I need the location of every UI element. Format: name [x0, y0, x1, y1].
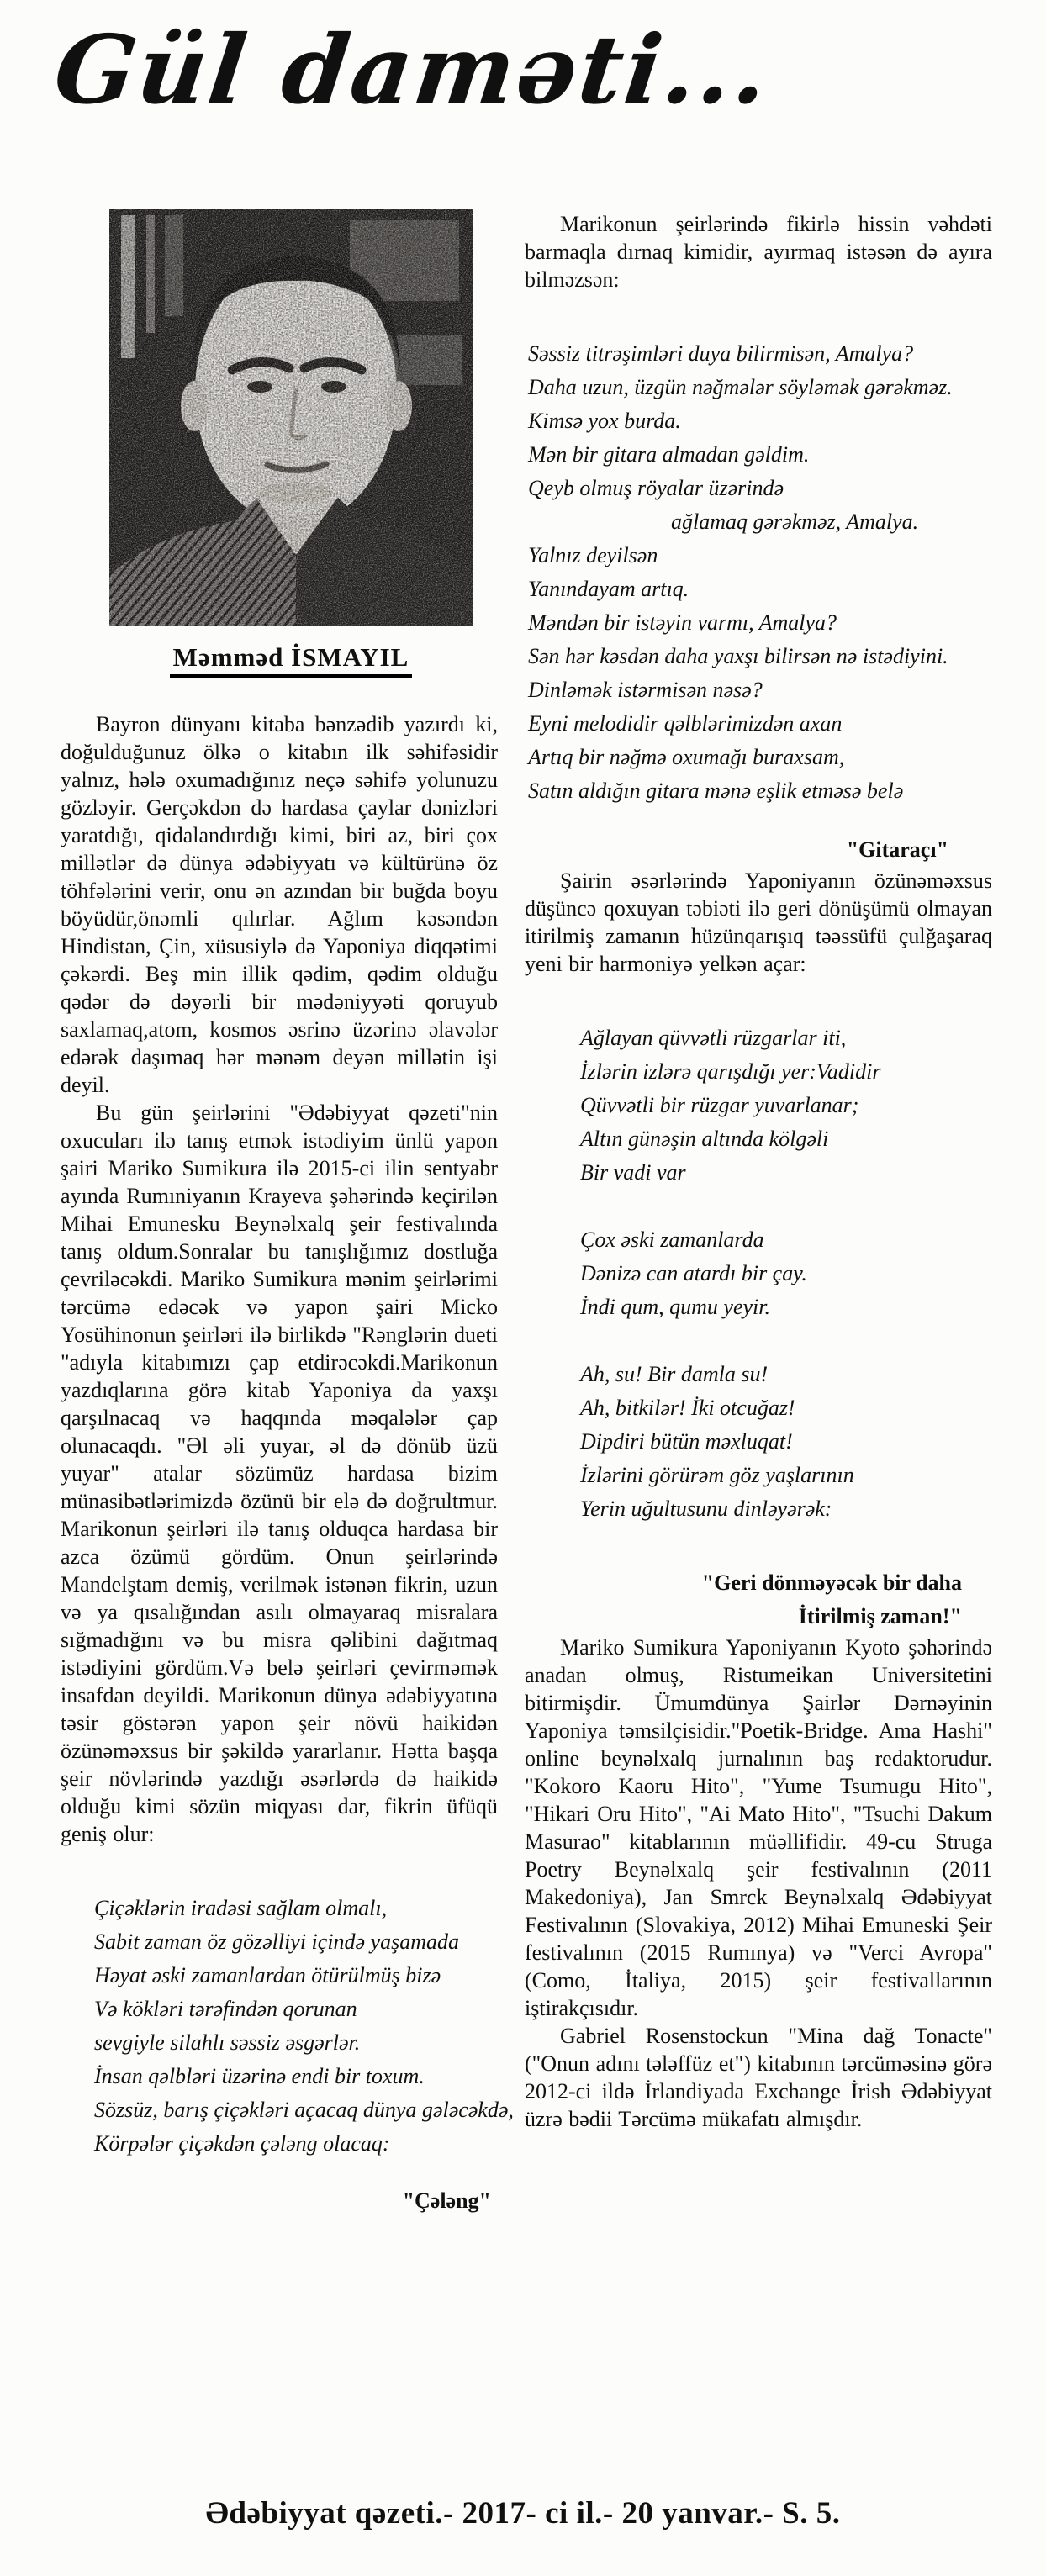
poem-line: Yanındayam artıq. [528, 577, 689, 601]
poem-attribution: "Çələng" [402, 2188, 491, 2213]
poem-stanza [580, 1358, 992, 1526]
poem-stanza [580, 1021, 992, 1190]
poem-line: İndi qum, qumu yeyir. [580, 1295, 771, 1319]
poem-attribution [525, 1566, 992, 1634]
poem-line: Satın aldığın gitara mənə eşlik etməsə belə [528, 779, 904, 803]
right-column [525, 210, 992, 2133]
poem-line: Sabit zaman öz gözəlliyi içində yaşamada [94, 1929, 460, 1954]
paragraph: Şairin əsərlərində Yaponiyanın özünəməxsus düşüncə qoxuyan təbiəti ilə geri dönüşümü olmayan itirilmiş zamanın hüzünqarışıq təəssüfü çulğaşaraq yeni bir harmoniyə yelkən açar: [525, 868, 992, 976]
poem-line: İzlərini görürəm göz yaşlarının [580, 1463, 854, 1487]
newspaper-footer-citation: Ədəbiyyat qəzeti.- 2017- ci il.- 20 yanvar.- S. 5. [205, 2496, 841, 2531]
poem-line: Ah, bitkilər! İki otcuğaz! [580, 1396, 795, 1420]
poem-line: Bir vadi var [580, 1160, 686, 1185]
poem-line: Altın günəşin altında kölgəli [580, 1127, 829, 1151]
poem-line: Və kökləri tərəfindən qorunan [94, 1997, 357, 2021]
poem-line: Sən hər kəsdən daha yaxşı bilirsən nə istədiyini. [528, 644, 948, 668]
poem-line: Qeyb olmuş röyalar üzərində [528, 476, 784, 500]
poem-line: Yerin uğultusunu dinləyərək: [580, 1497, 832, 1521]
poem-celeng [94, 1892, 514, 2161]
portrait-photo [109, 209, 473, 626]
poem-line: Məndən bir istəyin varmı, Amalya? [528, 610, 837, 635]
poem-stanza [580, 1223, 992, 1324]
poem-line: Eyni melodidir qəlblərimizdən axan [528, 711, 843, 736]
poem-line: sevgiyle silahlı səssiz əsgərlər. [94, 2030, 361, 2055]
poem-attribution-line: İtirilmiş zaman!" [798, 1604, 962, 1628]
poem-line: Dənizə can atardı bir çay. [580, 1261, 807, 1285]
left-column [61, 710, 514, 2218]
photo-caption [109, 642, 473, 673]
poem-line: Dinləmək istərmisən nəsə? [528, 678, 763, 702]
portrait-photo-image [109, 209, 473, 626]
poem-gitaraci [528, 337, 992, 808]
poem-line: Ağlayan qüvvətli rüzgarlar iti, [580, 1026, 847, 1050]
poem-line: Həyat əski zamanlardan ötürülmüş bizə [94, 1963, 441, 1987]
paragraph: Bu gün şeirlərini "Ədəbiyyat qəzeti"nin oxucuları ilə tanış etmək istədiyim ünlü yapon şairi Mariko Sumikura ilə 2015-ci ilin sentyabr ayında Rumıniyanın Krayeva şəhərində keçirilən Mihai Emunesku Beynəlxalq şeir festivalında tanış oldum.Sonralar bu tanışlığımız dostluğa çevriləcəkdi. Mariko Sumikura mənim şeirlərimi tərcümə edəcək və yapon şairi Micko Yosühinonun şeirləri ilə birlikdə "Rənglərin dueti "adıyla kitabımızı çap etdirəcəkdi.Marikonun yazdıqlarına görə kitab Yaponiya da yaxşı qarşılnacaq və haqqında məqalələr çap olunacaqdı. "Əl əli yuyar, əl də dönüb üzü yuyar" atalar sözümüz hardasa bizim münasibətlərimizdə özünü bir elə də doğrultmur. Marikonun şeirləri ilə tanış olduqca hardasa bir azca özümü gördüm. Onun şeirlərində Mandelştam demiş, verilmək istənən fikrin, uzun və ya qısalığından asılı olmayaraq misralara sığmadığını və bu misra qəlibini dağıtmaq istədiyini gördüm.Və belə şeirləri çevirməmək insafdan deyildi. Marikonun dünya ədəbiyyatına təsir göstərən yapon şeir növü haikidən özünəməxsus bir şəkildə yararlanır. Hətta başqa şeir növlərində yazdığı əsərlərdə də haikidə olduğu kimi sözün miqyası dar, fikrin üfüqü geniş olur: [61, 1101, 498, 1846]
page-title: Gül daməti... [48, 15, 777, 125]
paragraph: Mariko Sumikura Yaponiyanın Kyoto şəhərində anadan olmuş, Ristumeikan Universitetini bitirmişdir. Ümumdünya Şairlər Dərnəyinin Yaponiya təmsilçisidir."Poetik-Bridge. Ama Hashi" online beynəlxalq jurnalının baş redaktorudur. "Kokoro Kaoru Hito", "Yume Tsumugu Hito", "Hikari Oru Hito", "Ai Mato Hito", "Tsuchi Dakum Masurao" kitablarının müəllifidir. 49-cu Struga Poetry Beynəlxalq şeir festivalının (2011 Makedoniya), Jan Smrck Beynəlxalq Ədəbiyyat Festivalının (Slovakiya, 2012) Mihai Emuneski Şeir festivalının (2015 Rumınya) və "Verci Avropa" (Como, İtaliya, 2015) şeir festivallarının iştirakçısıdır. [525, 1635, 992, 2020]
poem-line: İzlərin izlərə qarışdığı yer:Vadidir [580, 1059, 881, 1084]
poem-line: Kimsə yox burda. [528, 409, 681, 433]
poem-attribution: "Gitaraçı" [846, 837, 948, 862]
author-name: Məmməd İSMAYIL [170, 642, 413, 678]
poem-line: Körpələr çiçəkdən çələng olacaq: [94, 2131, 390, 2156]
poem-line: Daha uzun, üzgün nəğmələr söyləmək gərəkməz. [528, 375, 953, 399]
paragraph: Bayron dünyanı kitaba bənzədib yazırdı ki, doğulduğunuz ölkə o kitabın ilk səhifəsidir yalnız, hələ oxumadığınız neçə səhifə yolunuzu gözləyir. Gerçəkdən də hardasa çaylar dənizləri yaratdığı, qidalandırdığı kimi, biri az, biri çox millətlər də dünya ədəbiyyatı və kültürünə öz töhfələrini verir, onu ən azından bir buğda boyu böyüdür,önəmli qılırlar. Ağlım kəsəndən Hindistan, Çin, xüsusiylə də Yaponiya diqqətimi çəkərdi. Beş min illik qədim, qədim olduğu qədər də dəyərli bir mədəniyyəti qoruyub saxlamaq,atom, kosmos əsrinə üzərinə əlavələr edərək daşımaq hər mənəm deyən millətin işi deyil. [61, 712, 498, 1097]
poem-line: Ah, su! Bir damla su! [580, 1362, 769, 1386]
paragraph: Marikonun şeirlərində fikirlə hissin vəhdəti barmaqla dırnaq kimidir, ayırmaq istəsən də ayıra bilməzsən: [525, 212, 992, 292]
poem-line: Yalnız deyilsən [528, 543, 658, 567]
poem-line: Çox əski zamanlarda [580, 1227, 764, 1252]
poem-vadi [580, 1021, 992, 1526]
poem-line: Qüvvətli bir rüzgar yuvarlanar; [580, 1093, 859, 1117]
poem-line: Səssiz titrəşimləri duya bilirmisən, Amalya? [528, 341, 914, 366]
poem-line: Çiçəklərin iradəsi sağlam olmalı, [94, 1896, 388, 1920]
poem-line: Mən bir gitara almadan gəldim. [528, 442, 810, 467]
poem-attribution-line: "Geri dönməyəcək bir daha [701, 1570, 962, 1595]
poem-line: Sözsüz, barış çiçəkləri açacaq dünya gələcəkdə, [94, 2098, 514, 2122]
poem-line: ağlamaq gərəkməz, Amalya. [671, 509, 919, 534]
poem-line: Dipdiri bütün məxluqat! [580, 1429, 793, 1454]
poem-line: Artıq bir nəğmə oxumağı buraxsam, [528, 745, 845, 769]
poem-line: İnsan qəlbləri üzərinə endi bir toxum. [94, 2064, 425, 2088]
paragraph: Gabriel Rosenstockun "Mina dağ Tonacte" ("Onun adını tələffüz et") kitabının tərcüməsinə görə 2012-ci ildə İrlandiyada Exchange İrish Ədəbiyyat üzrə bədii Tərcümə mükafatı almışdır. [525, 2024, 992, 2131]
